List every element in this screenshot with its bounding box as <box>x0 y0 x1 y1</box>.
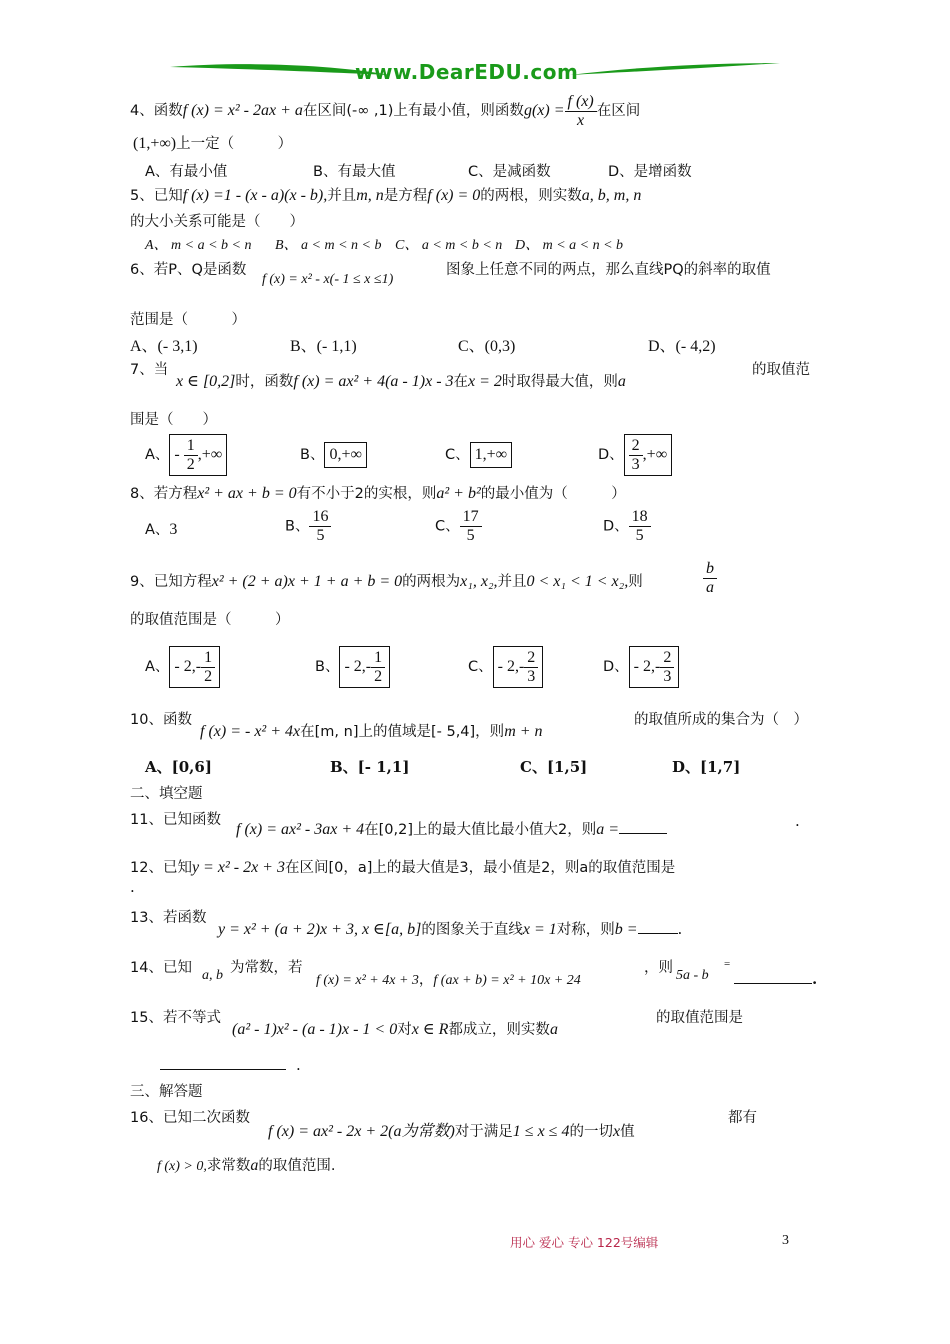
q5-option-b[interactable]: B、 a < m < n < b <box>275 238 382 253</box>
question-16: f (x) = ax² - 2x + 2(a为常数)对于满足1 ≤ x ≤ 4的一切x值 <box>268 1123 635 1140</box>
question-7-line2: 围是（ ） <box>130 412 217 428</box>
question-10-lead: 10、函数 <box>130 712 192 728</box>
q10-tail: 的取值所成的集合为（ ） <box>634 712 808 728</box>
q5-option-d[interactable]: D、 m < a < n < b <box>515 238 624 253</box>
question-15: (a² - 1)x² - (a - 1)x - 1 < 0对x ∈ R都成立，则实数a <box>232 1021 558 1038</box>
question-7: x ∈ [0,2]时，函数f (x) = ax² + 4(a - 1)x - 3在x = 2时取得最大值，则a <box>176 373 626 390</box>
q14-eq: = <box>724 958 731 970</box>
answer-blank[interactable] <box>734 983 812 984</box>
footer-credit: 用心 爱心 专心 122号编辑 <box>510 1235 659 1250</box>
q14-mid: 为常数，若 <box>230 960 303 976</box>
question-12: 12、已知y = x² - 2x + 3在区间[0，a]上的最大值是3，最小值是2，则a的取值范围是 <box>130 859 676 876</box>
question-5: 5、已知f (x) =1 - (x - a)(x - b),并且m, n是方程f (x) = 0的两根，则实数a, b, m, n <box>130 187 642 204</box>
question-9-line2: 的取值范围是（ ） <box>130 612 290 628</box>
question-16-lead: 16、已知二次函数 <box>130 1110 250 1126</box>
section-heading-fill-blank: 二、填空题 <box>130 786 203 802</box>
question-6-line2: 范围是（ ） <box>130 312 246 328</box>
question-11: f (x) = ax² - 3ax + 4在[0,2]上的最大值比最小值大2，则a = <box>236 818 667 839</box>
q4-option-b[interactable]: B、有最大值 <box>313 164 396 180</box>
q6-tail: 图象上任意不同的两点，那么直线PQ的斜率的取值 <box>446 262 771 278</box>
q8-option-d[interactable]: D、 $\frac{18}{5}$ <box>603 508 651 545</box>
q9-option-d[interactable]: D、 - 2,- $\frac{2}{3}$ <box>603 646 679 688</box>
page-number: 3 <box>782 1233 789 1248</box>
q6-expr: f (x) = x² - x(- 1 ≤ x ≤1) <box>262 272 394 287</box>
q6-option-b[interactable]: B、(- 1,1) <box>290 338 357 355</box>
q14-blank-wrap: . <box>734 970 817 988</box>
q10-option-a[interactable]: A、[0,6] <box>145 758 212 776</box>
q7-option-a[interactable]: A、 - $\frac{1}{2}$ ,+∞ <box>145 434 227 476</box>
question-14: f (x) = x² + 4x + 3，f (ax + b) = x² + 10x + 24 <box>316 972 581 988</box>
question-6: 6、若P、Q是函数 <box>130 262 247 278</box>
q4-option-a[interactable]: A、有最小值 <box>145 164 228 180</box>
q14-result: 5a - b <box>676 968 709 983</box>
q7-option-c[interactable]: C、 1,+∞ <box>445 434 512 475</box>
question-10: f (x) = - x² + 4x在[m, n]上的值域是[- 5,4]，则m + n <box>200 723 543 740</box>
answer-blank[interactable] <box>619 833 667 834</box>
q5-option-a[interactable]: A、 m < a < b < n <box>145 238 252 253</box>
answer-blank[interactable] <box>160 1069 286 1070</box>
question-16-line2: f (x) > 0,求常数a的取值范围. <box>157 1157 336 1174</box>
q7-option-d[interactable]: D、 $\frac{2}{3}$ ,+∞ <box>598 434 672 476</box>
question-9: 9、已知方程x² + (2 + a)x + 1 + a + b = 0的两根为x₁, x₂,并且0 < x₁ < 1 < x₂,则 <box>130 573 643 590</box>
fraction: $\frac{f (x)}{x}$ <box>565 93 597 130</box>
q4-option-c[interactable]: C、是减函数 <box>468 164 551 180</box>
q8-option-a[interactable]: A、3 <box>145 521 178 538</box>
q9-option-b[interactable]: B、 - 2,- $\frac{1}{2}$ <box>315 646 390 688</box>
q5-option-c[interactable]: C、 a < m < b < n <box>395 238 503 253</box>
q7-option-b[interactable]: B、 0,+∞ <box>300 434 367 475</box>
section-heading-solve: 三、解答题 <box>130 1084 203 1100</box>
q15-blank-wrap: . <box>160 1056 301 1074</box>
q10-option-b[interactable]: B、[- 1,1] <box>330 758 410 776</box>
q8-option-b[interactable]: B、 $\frac{16}{5}$ <box>285 508 331 545</box>
q8-option-c[interactable]: C、 $\frac{17}{5}$ <box>435 508 482 545</box>
q9-option-a[interactable]: A、 - 2,- $\frac{1}{2}$ <box>145 646 220 688</box>
q14-mid2: ，则 <box>644 960 673 976</box>
q15-tail: 的取值范围是 <box>656 1010 743 1026</box>
question-13-lead: 13、若函数 <box>130 910 207 926</box>
question-15-lead: 15、若不等式 <box>130 1010 221 1026</box>
q7-tail: 的取值范 <box>752 362 810 378</box>
question-14-lead: 14、已知 <box>130 960 192 976</box>
question-8: 8、若方程x² + ax + b = 0有不小于2的实根，则a² + b²的最小值为（ ） <box>130 485 626 502</box>
question-4-line2: (1,+∞)上一定（ ） <box>133 135 293 152</box>
answer-blank[interactable] <box>638 933 678 934</box>
q14-vars: a, b <box>202 968 223 983</box>
question-11-lead: 11、已知函数 <box>130 812 221 828</box>
question-12-line2: . <box>130 878 135 896</box>
q10-option-c[interactable]: C、[1,5] <box>520 758 588 776</box>
question-4: 4、函数f (x) = x² - 2ax + a在区间(-∞ ,1)上有最小值，则函数g(x) = $\frac{f (x)}{x}$ 在区间 <box>130 92 641 129</box>
q6-option-c[interactable]: C、(0,3) <box>458 338 516 355</box>
q6-option-a[interactable]: A、(- 3,1) <box>130 338 198 355</box>
question-13: y = x² + (a + 2)x + 3, x ∈[a, b]的图象关于直线x = 1对称，则b = . <box>218 920 683 938</box>
site-logo[interactable]: www.DearEDU.com <box>355 60 579 84</box>
question-7-lead: 7、当 <box>130 362 169 378</box>
q6-option-d[interactable]: D、(- 4,2) <box>648 338 716 355</box>
question-5-line2: 的大小关系可能是（ ） <box>130 214 304 230</box>
q9-option-c[interactable]: C、 - 2,- $\frac{2}{3}$ <box>468 646 543 688</box>
q9-fraction: $\frac{b}{a}$ <box>703 560 717 597</box>
q10-option-d[interactable]: D、[1,7] <box>672 758 741 776</box>
q11-end: . <box>795 812 800 830</box>
q4-option-d[interactable]: D、是增函数 <box>608 164 692 180</box>
q16-tail: 都有 <box>728 1110 757 1126</box>
